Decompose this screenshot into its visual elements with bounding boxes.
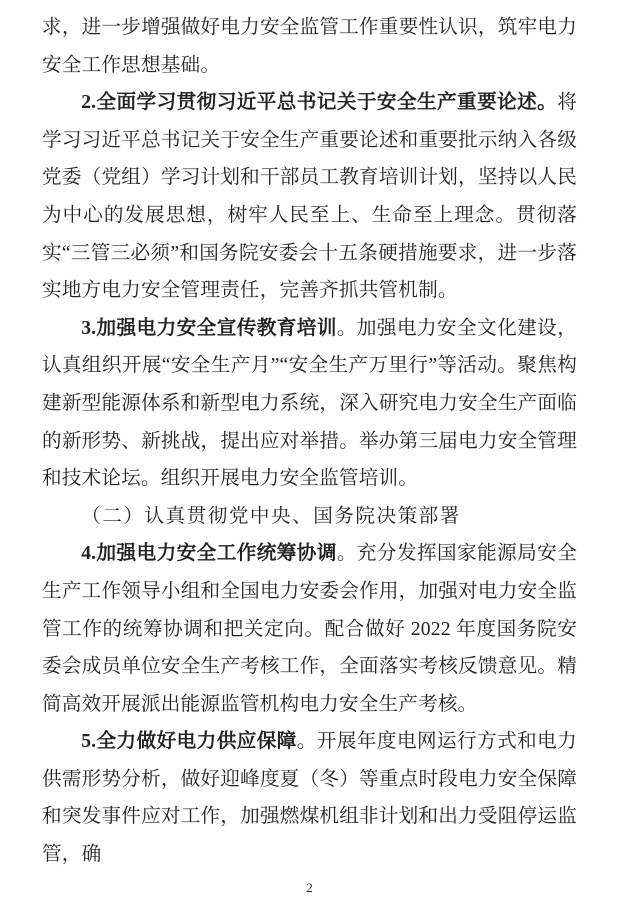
paragraph-text: 。充分发挥国家能源局安全生产工作领导小组和全国电力安委会作用，加强对电力安全监管工作的统筹协调和把关定向。配合做好 2022 年度国务院安委会成员单位安全生产考核工作，全面落实考核反馈意见。精简高效开展派出能源监管机构电力安全生产考核。 — [42, 543, 577, 715]
paragraph-text: 将学习习近平总书记关于安全生产重要论述和重要批示纳入各级党委（党组）学习计划和干部员工教育培训计划，坚持以人民为中心的发展思想，树牢人民至上、生命至上理念。贯彻落实“三管三必须”和国务院安委会十五条硬措施要求，进一步落实地方电力安全管理责任，完善齐抓共管机制。 — [42, 92, 577, 302]
document-body — [42, 9, 577, 874]
body-paragraph — [42, 310, 577, 498]
paragraph-lead: 3.加强电力安全宣传教育培训 — [81, 317, 337, 339]
body-paragraph — [42, 9, 577, 84]
paragraph-lead: 4.加强电力安全工作统筹协调 — [81, 543, 337, 565]
paragraph-text: 。开展年度电网运行方式和电力供需形势分析，做好迎峰度夏（冬）等重点时段电力安全保障和突发事件应对工作，加强燃煤机组非计划和出力受阻停运监管，确 — [42, 731, 577, 866]
paragraph-text: 。加强电力安全文化建设，认真组织开展“安全生产月”“安全生产万里行”等活动。聚焦构建新型能源体系和新型电力系统，深入研究电力安全生产面临的新形势、新挑战，提出应对举措。举办第三届电力安全管理和技术论坛。组织开展电力安全监管培训。 — [42, 317, 577, 490]
paragraph-lead: 5.全力做好电力供应保障 — [81, 731, 297, 753]
body-paragraph — [42, 723, 577, 873]
section-heading-text: （二）认真贯彻党中央、国务院决策部署 — [81, 505, 461, 527]
paragraph-lead: 2.全面学习贯彻习近平总书记关于安全生产重要论述。 — [81, 92, 558, 114]
body-paragraph — [42, 535, 577, 723]
page-number: 2 — [306, 880, 313, 895]
body-paragraph — [42, 84, 577, 310]
section-heading — [42, 498, 577, 536]
paragraph-text: 求，进一步增强做好电力安全监管工作重要性认识，筑牢电力安全工作思想基础。 — [42, 17, 577, 76]
